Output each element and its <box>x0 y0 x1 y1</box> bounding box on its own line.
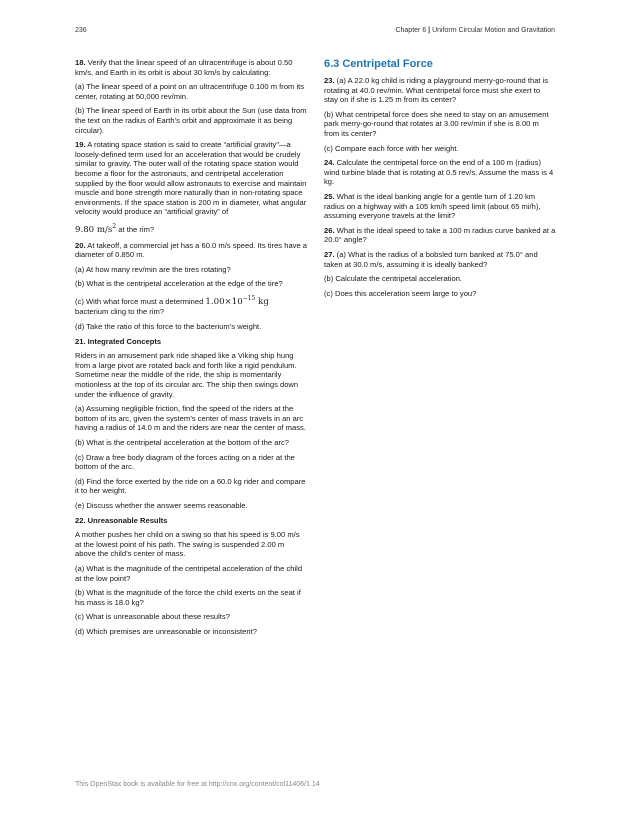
problem-text: Calculate the centripetal force on the end of a 100 m (radius) wind turbine blade that is rotating at 0.5 rev/s. Assume the mass is 4 kg. <box>324 158 554 187</box>
problem-19-math-line <box>75 222 307 236</box>
problem-20-part-b: (b) What is the centripetal acceleration at the edge of the tire? <box>75 279 283 289</box>
section-title: 6.3 Centripetal Force <box>324 58 433 70</box>
problem-18-part-a: (a) The linear speed of a point on an ultracentrifuge 0.100 m from its center, rotating at 50,000 rev/min. <box>75 82 305 101</box>
problem-19-tail: at the rim? <box>118 224 155 234</box>
chapter-label: Chapter 6 <box>395 27 427 34</box>
footer-note: This OpenStax book is available for free at http://cnx.org/content/col11406/1.14 <box>75 781 320 788</box>
problem-text: Verify that the linear speed of an ultracentrifuge is about 0.50 km/s, and Earth in its orbit is about 30 km/s by calculating: <box>75 58 293 77</box>
problem-20-part-c: (c) With what force must a determined $1.00\times 10^{-15}$ kg bacterium cling to the rim? <box>75 294 269 317</box>
problem-22-text: A mother pushes her child on a swing so that his speed is 9.00 m/s at the lowest point of his path. The swing is suspended 2.00 m above the child’s center of mass. <box>75 530 300 559</box>
header-separator: | <box>426 27 433 34</box>
problem-26 <box>324 226 556 245</box>
problem-20-part-d: (d) Take the ratio of this force to the bacterium’s weight. <box>75 322 262 332</box>
problem-21-part-d: (d) Find the force exerted by the ride on a 60.0 kg rider and compare it to her weight. <box>75 476 306 496</box>
problem-text: (a) A 22.0 kg child is riding a playground merry-go-round that is rotating at 40.0 rev/min. What centripetal force must she exert to stay on if she is 1.25 m from its center? <box>324 76 549 105</box>
problem-21-part-b: (b) What is the centripetal acceleration at the bottom of the arc? <box>75 438 290 447</box>
left-column <box>75 58 307 642</box>
problem-18 <box>75 58 307 77</box>
problem-21-part-a: (a) Assuming negligible friction, find the speed of the riders at the bottom of its arc, given the system’s center of mass travels in an arc having a radius of 14.0 m and the riders are near the center of mass. <box>75 404 306 433</box>
problem-22-part-d: (d) Which premises are unreasonable or inconsistent? <box>75 626 257 636</box>
problem-22-part-b: (b) What is the magnitude of the force the child exerts on the seat if his mass is 18.0 kg? <box>75 588 301 607</box>
problem-number: 27. <box>324 249 335 259</box>
problem-19 <box>75 140 307 217</box>
problem-20-part-a: (a) At how many rev/min are the tires rotating? <box>75 264 231 274</box>
problem-21-title: 21. Integrated Concepts <box>75 336 162 346</box>
problem-number: 23. <box>324 76 335 85</box>
problem-number: 19. <box>75 140 86 150</box>
problem-25 <box>324 192 556 221</box>
problem-text: A rotating space station is said to create “artificial gravity”—a loosely-defined term used for an acceleration that would be crudely similar to gravity. The outer wall of the rotating space station would become a floor for the astronauts, and centripetal acceleration supplied by the floor would allow astronauts to exercise and maintain muscle and bone strength more naturally than in non-rotating space environments. If the space station is 200 m in diameter, what angular velocity would produce an “artificial gravity” of <box>75 140 307 217</box>
problem-27-part-c: (c) Does this acceleration seem large to you? <box>324 288 477 298</box>
problem-number: 25. <box>324 191 335 201</box>
problem-20 <box>75 241 307 260</box>
running-header <box>395 27 555 34</box>
chapter-title: Uniform Circular Motion and Gravitation <box>432 27 555 34</box>
problem-27 <box>324 250 556 269</box>
problem-number: 18. <box>75 58 86 67</box>
problem-24 <box>324 158 556 187</box>
problem-23 <box>324 76 556 105</box>
problem-number: 26. <box>324 225 335 235</box>
problem-text: What is the ideal speed to take a 100 m radius curve banked at a 20.0° angle? <box>324 225 556 245</box>
problem-text: What is the ideal banking angle for a gentle turn of 1.20 km radius on a highway with a 105 km/h speed limit (about 65 mi/h), assuming everyone travels at the limit? <box>324 191 541 221</box>
problem-23-part-c: (c) Compare each force with her weight. <box>324 143 459 153</box>
problem-text: At takeoff, a commercial jet has a 60.0 m/s speed. Its tires have a diameter of 0.850 m. <box>75 240 308 260</box>
problem-23-part-b: (b) What centripetal force does she need to stay on an amusement park merry-go-round that rotates at 3.00 rev/min if she is 8.00 m from its center? <box>324 109 549 138</box>
problem-21-part-e: (e) Discuss whether the answer seems reasonable. <box>75 500 248 510</box>
problem-21-text: Riders in an amusement park ride shaped like a Viking ship hung from a large pivot are rotated back and forth like a rigid pendulum. Sometime near the middle of the ride, the ship is momentarily motionless at the top of its circular arc. The ship then swings down under the influence of gravity. <box>75 351 299 399</box>
right-column <box>324 58 556 303</box>
problem-21-part-c: (c) Draw a free body diagram of the forces acting on a rider at the bottom of the arc. <box>75 452 295 472</box>
page-number: 236 <box>75 27 87 34</box>
problem-27-part-b: (b) Calculate the centripetal acceleration. <box>324 274 463 284</box>
problem-18-part-b: (b) The linear speed of Earth in its orbit about the Sun (use data from the text on the radius of Earth’s orbit and approximate it as being circular). <box>75 106 307 135</box>
problem-number: 20. <box>75 240 86 250</box>
problem-number: 24. <box>324 158 335 168</box>
problem-22-title: 22. Unreasonable Results <box>75 515 168 525</box>
problem-22-part-a: (a) What is the magnitude of the centripetal acceleration of the child at the low point? <box>75 563 303 583</box>
gravity-value-math: 9.80 $m/s^2$ <box>75 222 117 235</box>
problem-22-part-c: (c) What is unreasonable about these results? <box>75 612 230 622</box>
problem-text: (a) What is the radius of a bobsled turn banked at 75.0° and taken at 30.0 m/s, assuming it is ideally banked? <box>324 249 538 269</box>
bacterium-mass-math: $1.00\times 10^{-15}$ kg <box>205 294 269 307</box>
